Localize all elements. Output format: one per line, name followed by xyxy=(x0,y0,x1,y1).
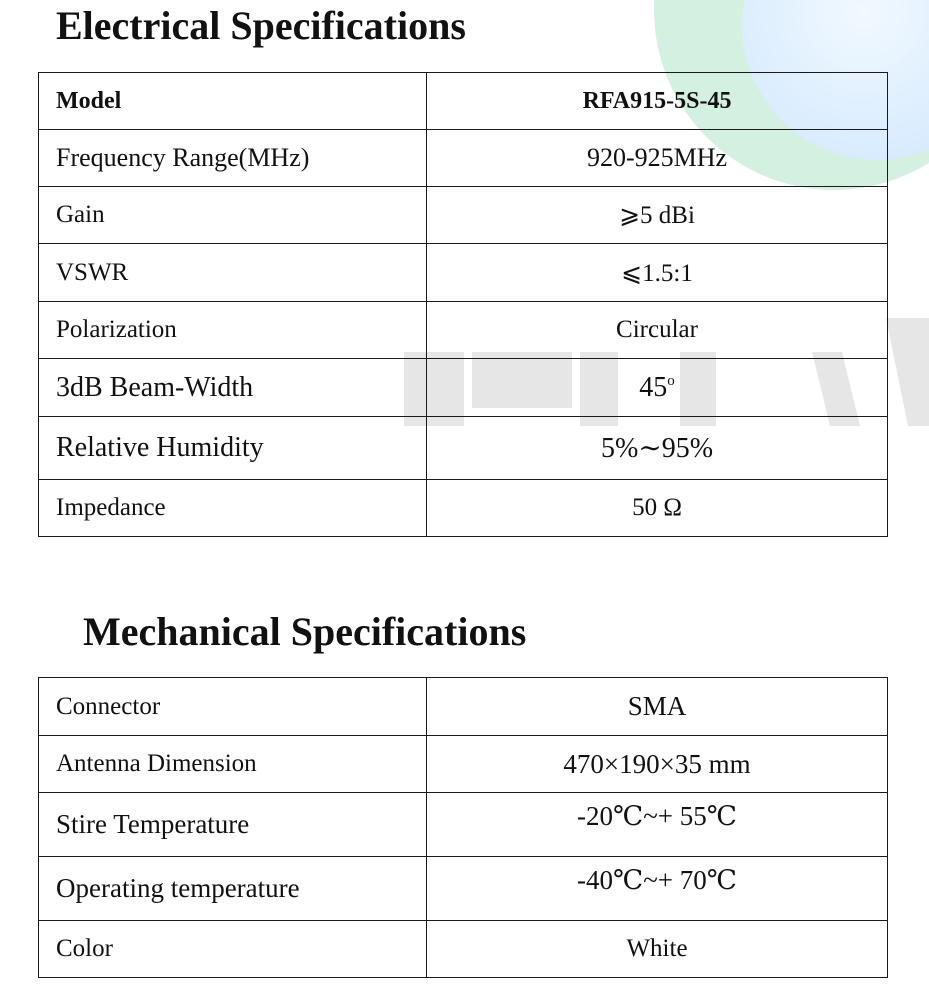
stire-temperature-range: -20℃~+ 55℃ xyxy=(577,801,737,831)
spec-label-polarization: Polarization xyxy=(39,302,427,359)
table-row xyxy=(39,187,888,244)
degree-symbol: o xyxy=(667,372,675,389)
spec-label-vswr: VSWR xyxy=(39,244,427,302)
spec-label-antenna-dimension: Antenna Dimension xyxy=(39,736,427,793)
spec-label-color: Color xyxy=(39,921,427,978)
table-row xyxy=(39,130,888,187)
spec-value-vswr: ⩽1.5:1 xyxy=(427,244,888,302)
spec-value-model: RFA915-5S-45 xyxy=(427,73,888,130)
spec-value-polarization: Circular xyxy=(427,302,888,359)
beam-width-number: 45 xyxy=(639,371,668,403)
spec-value-gain: ⩾5 dBi xyxy=(427,187,888,244)
operating-temperature-range: -40℃~+ 70℃ xyxy=(577,865,737,895)
spec-label-beam-width: 3dB Beam-Width xyxy=(39,359,427,417)
spec-value-connector: SMA xyxy=(427,678,888,736)
spec-label-relative-humidity: Relative Humidity xyxy=(39,417,427,480)
table-row xyxy=(39,736,888,793)
electrical-specifications-title: Electrical Specifications xyxy=(56,3,466,48)
spec-value-stire-temperature xyxy=(427,793,888,857)
spec-label-impedance: Impedance xyxy=(39,480,427,537)
table-row xyxy=(39,359,888,417)
spec-label-operating-temperature: Operating temperature xyxy=(39,857,427,921)
table-row xyxy=(39,678,888,736)
spec-label-gain: Gain xyxy=(39,187,427,244)
table-row xyxy=(39,921,888,978)
electrical-specifications-table xyxy=(38,72,888,537)
mechanical-specifications-table xyxy=(38,677,888,978)
spec-value-beam-width xyxy=(427,359,888,417)
table-row xyxy=(39,302,888,359)
spec-value-frequency-range: 920-925MHz xyxy=(427,130,888,187)
spec-label-frequency-range: Frequency Range(MHz) xyxy=(39,130,427,187)
spec-value-impedance: 50 Ω xyxy=(427,480,888,537)
table-row xyxy=(39,793,888,857)
spec-value-color: White xyxy=(427,921,888,978)
table-row xyxy=(39,244,888,302)
spec-label-connector: Connector xyxy=(39,678,427,736)
watermark-letter-stroke xyxy=(886,318,929,426)
spec-label-stire-temperature: Stire Temperature xyxy=(39,793,427,857)
table-row xyxy=(39,73,888,130)
spec-value-antenna-dimension: 470×190×35 mm xyxy=(427,736,888,793)
mechanical-specifications-title: Mechanical Specifications xyxy=(83,609,527,654)
spec-value-relative-humidity: 5%∼95% xyxy=(427,417,888,480)
spec-label-model: Model xyxy=(39,73,427,130)
table-row xyxy=(39,480,888,537)
table-row xyxy=(39,417,888,480)
table-row xyxy=(39,857,888,921)
spec-value-operating-temperature xyxy=(427,857,888,921)
